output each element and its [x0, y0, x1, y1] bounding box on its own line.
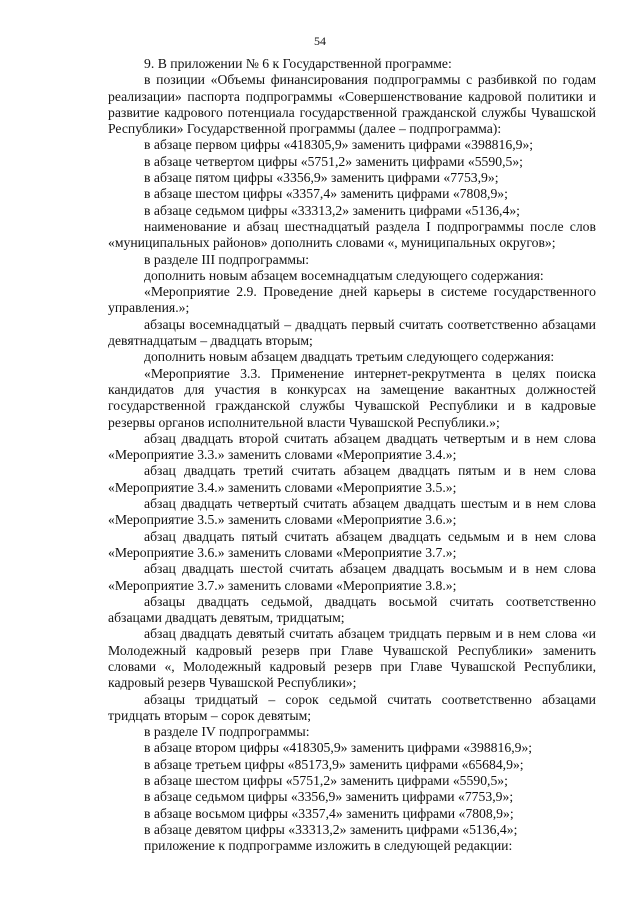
paragraph: дополнить новым абзацем восемнадцатым следующего содержания:: [144, 267, 544, 283]
paragraph: в абзаце втором цифры «418305,9» заменить цифрами «398816,9»;: [144, 740, 533, 756]
document-body: [108, 56, 596, 855]
paragraph: в абзаце шестом цифры «5751,2» заменить цифрами «5590,5»;: [144, 773, 508, 789]
paragraph: абзац двадцать шестой считать абзацем двадцать восьмым и в нем слова «Мероприятие 3.7.» заменить словами «Мероприятие 3.8.»;: [108, 561, 596, 593]
paragraph: в абзаце третьем цифры «85173,9» заменить цифрами «65684,9»;: [144, 756, 524, 772]
page-number: 54: [314, 34, 326, 48]
paragraph: в абзаце пятом цифры «3356,9» заменить цифрами «7753,9»;: [144, 170, 499, 186]
paragraph: в разделе IV подпрограммы:: [144, 724, 310, 740]
paragraph: абзацы восемнадцатый – двадцать первый считать соответственно абзацами девятнадцатым – двадцать вторым;: [108, 316, 596, 349]
paragraph: абзацы двадцать седьмой, двадцать восьмой считать соответственно абзацами двадцать девятым, тридцатым;: [108, 593, 596, 626]
paragraph: в абзаце девятом цифры «33313,2» заменить цифрами «5136,4»;: [144, 821, 518, 837]
paragraph: в абзаце шестом цифры «3357,4» заменить цифрами «7808,9»;: [144, 186, 508, 202]
paragraph: абзац двадцать третий считать абзацем двадцать пятым и в нем слова «Мероприятие 3.4.» заменить словами «Мероприятие 3.5.»;: [108, 463, 596, 495]
paragraph: в абзаце восьмом цифры «3357,4» заменить цифрами «7808,9»;: [144, 805, 514, 821]
paragraph: в абзаце первом цифры «418305,9» заменить цифрами «398816,9»;: [144, 137, 534, 153]
paragraph: абзацы тридцатый – сорок седьмой считать соответственно абзацами тридцать вторым – сорок девятым;: [108, 691, 596, 723]
paragraph: в позиции «Объемы финансирования подпрограммы с разбивкой по годам реализации» паспорта подпрограммы «Совершенствование кадровой политики и развитие кадрового потенциала государственной гражданской службы Чувашской Республики» Государственной программы (далее – подпрограмма):: [108, 72, 596, 137]
paragraph: в абзаце седьмом цифры «3356,9» заменить цифрами «7753,9»;: [144, 789, 514, 805]
paragraph: дополнить новым абзацем двадцать третьим следующего содержания:: [144, 349, 555, 365]
paragraph: приложение к подпрограмме изложить в следующей редакции:: [144, 838, 513, 854]
paragraph: абзац двадцать второй считать абзацем двадцать четвертым и в нем слова «Мероприятие 3.3.» заменить словами «Мероприятие 3.4.»;: [108, 430, 596, 463]
paragraph: 9. В приложении № 6 к Государственной программе:: [144, 56, 452, 71]
paragraph: в абзаце четвертом цифры «5751,2» заменить цифрами «5590,5»;: [144, 153, 523, 169]
paragraph: абзац двадцать девятый считать абзацем тридцать первым и в нем слова «и Молодежный кадровый резерв при Главе Чувашской Республики» заменить словами «, Молодежный кадровый резерв при Главе Чувашской Республики, кадровый резерв Чувашской Республики»;: [108, 626, 596, 691]
paragraph: абзац двадцать четвертый считать абзацем двадцать шестым и в нем слова «Мероприятие 3.5.» заменить словами «Мероприятие 3.6.»;: [108, 496, 596, 528]
paragraph: наименование и абзац шестнадцатый раздела I подпрограммы после слов «муниципальных районов» дополнить словами «, муниципальных округов»;: [108, 218, 596, 251]
paragraph: «Мероприятие 3.3. Применение интернет-рекрутмента в целях поиска кандидатов для участия в конкурсах на замещение вакантных должностей государственной гражданской службы Чувашской Республики и в кадровые резервы органов исполнительной власти Чувашской Республики.»;: [108, 365, 596, 430]
paragraph: в разделе III подпрограммы:: [144, 251, 310, 267]
paragraph: в абзаце седьмом цифры «33313,2» заменить цифрами «5136,4»;: [144, 202, 520, 218]
paragraph: абзац двадцать пятый считать абзацем двадцать седьмым и в нем слова «Мероприятие 3.6.» заменить словами «Мероприятие 3.7.»;: [108, 528, 596, 560]
paragraph: «Мероприятие 2.9. Проведение дней карьеры в системе государственного управления.»;: [108, 284, 596, 316]
